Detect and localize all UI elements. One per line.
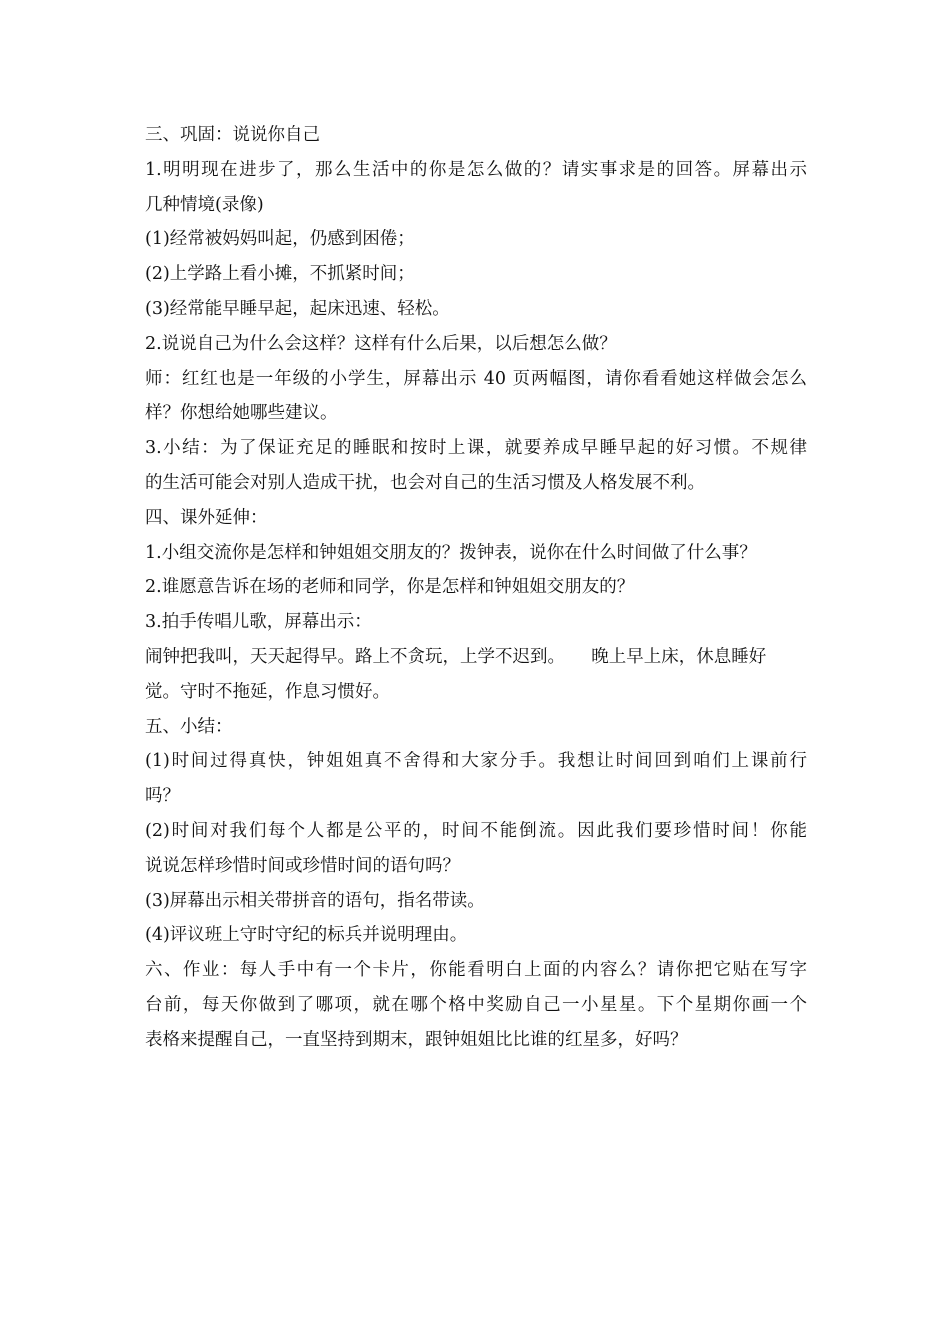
list-item: (2)上学路上看小摊，不抓紧时间；: [145, 264, 415, 285]
section-heading-summary: 五、小结：: [145, 716, 233, 737]
section-heading-consolidate: 三、巩固：说说你自己: [145, 125, 320, 145]
paragraph-line: 样？你想给她哪些建议。: [145, 403, 338, 424]
paragraph-line: 台前，每天你做到了哪项，就在哪个格中奖励自己一小星星。下个星期你画一个: [145, 994, 807, 1015]
paragraph-line: 表格来提醒自己，一直坚持到期末，跟钟姐姐比比谁的红星多，好吗？: [145, 1029, 688, 1050]
paragraph-line: 的生活可能会对别人造成干扰，也会对自己的生活习惯及人格发展不利。: [145, 472, 705, 493]
paragraph-line: 3.拍手传唱儿歌，屏幕出示：: [145, 612, 372, 633]
paragraph-line: 2.说说自己为什么会这样？这样有什么后果，以后想怎么做？: [145, 333, 617, 354]
list-item: (1)时间过得真快，钟姐姐真不舍得和大家分手。我想让时间回到咱们上课前行: [145, 751, 807, 772]
list-item: 吗？: [145, 786, 180, 807]
song-line: 觉。守时不拖延，作息习惯好。: [145, 681, 390, 702]
list-item: (1)经常被妈妈叫起，仍感到困倦；: [145, 229, 415, 250]
paragraph-line: 2.谁愿意告诉在场的老师和同学，你是怎样和钟姐姐交朋友的？: [145, 577, 635, 598]
list-item: (3)经常能早睡早起，起床迅速、轻松。: [145, 298, 450, 319]
list-item: (4)评议班上守时守纪的标兵并说明理由。: [145, 925, 468, 946]
paragraph-line: 3.小结：为了保证充足的睡眠和按时上课，就要养成早睡早起的好习惯。不规律: [145, 438, 807, 459]
list-item: (3)屏幕出示相关带拼音的语句，指名带读。: [145, 890, 485, 911]
paragraph-line: 1.小组交流你是怎样和钟姐姐交朋友的？拨钟表，说你在什么时间做了什么事？: [145, 542, 757, 563]
document-page: [145, 118, 807, 1058]
song-line: 闹钟把我叫，天天起得早。路上不贪玩，上学不迟到。 晚上早上床，休息睡好: [145, 646, 767, 667]
section-heading-homework: 六、作业：每人手中有一个卡片，你能看明白上面的内容么？请你把它贴在写字: [145, 960, 807, 981]
paragraph-line: 1.明明现在进步了，那么生活中的你是怎么做的？请实事求是的回答。屏幕出示: [145, 159, 807, 180]
section-heading-extension: 四、课外延伸：: [145, 507, 268, 528]
list-item: (2)时间对我们每个人都是公平的，时间不能倒流。因此我们要珍惜时间！你能: [145, 820, 807, 841]
list-item: 说说怎样珍惜时间或珍惜时间的语句吗？: [145, 855, 460, 876]
paragraph-line: 师：红红也是一年级的小学生，屏幕出示 40 页两幅图，请你看看她这样做会怎么: [145, 368, 807, 389]
paragraph-line: 几种情境(录像): [145, 194, 264, 215]
